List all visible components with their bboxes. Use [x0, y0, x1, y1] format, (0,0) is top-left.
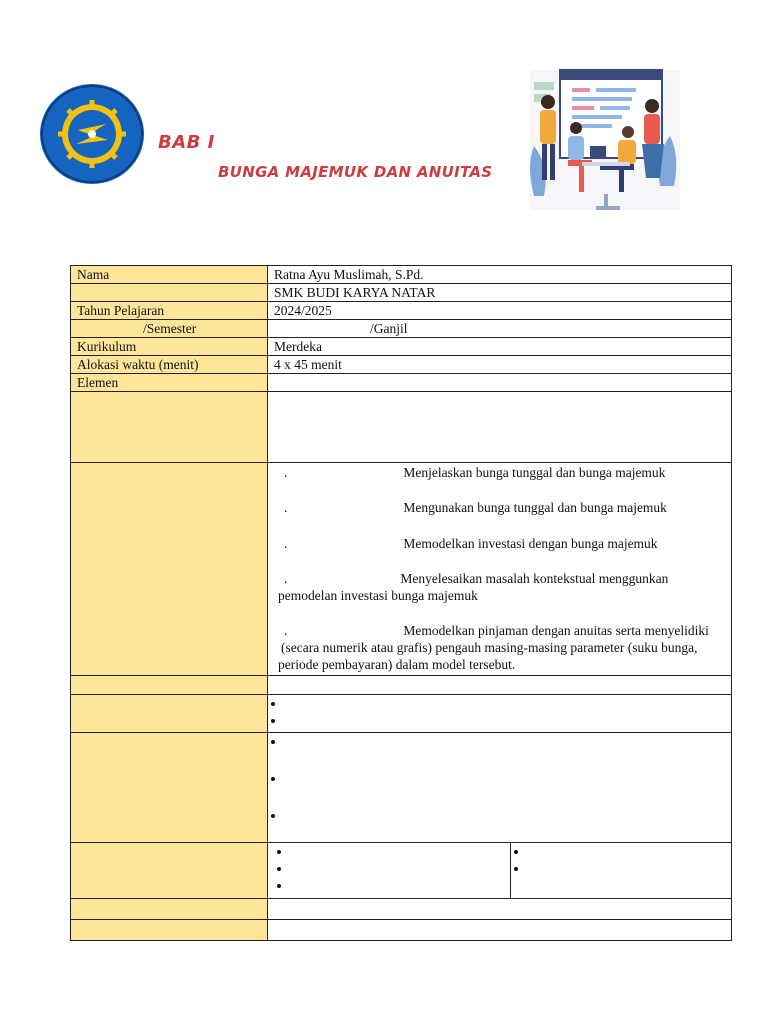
- goal-text: Mengunakan bunga tunggal dan bunga majemuk: [403, 500, 667, 515]
- table-row: [71, 843, 732, 899]
- table-row: [71, 920, 732, 941]
- goal-item: . Menjelaskan bunga tunggal dan bunga majemuk: [284, 465, 666, 480]
- empty-value: [268, 392, 732, 463]
- bullet-list: [274, 695, 725, 729]
- table-row: [71, 320, 732, 338]
- alokasi-label: Alokasi waktu (menit): [71, 356, 268, 374]
- blank-value: [268, 676, 732, 695]
- table-row: [71, 302, 732, 320]
- bullets-cell-2: [268, 733, 732, 843]
- tahun-value: 2024/2025: [268, 302, 732, 320]
- goal-item: . Memodelkan investasi dengan bunga majemuk: [284, 536, 658, 551]
- bullet-list: [280, 843, 510, 894]
- school-label: [71, 284, 268, 302]
- table-row: [71, 733, 732, 843]
- goal-item: . Mengunakan bunga tunggal dan bunga majemuk: [284, 500, 667, 515]
- semester-value-cell: [268, 320, 732, 338]
- semester-value: /Ganjil: [370, 321, 408, 336]
- blank-label: [71, 920, 268, 941]
- goal-text-cont: pemodelan investasi bunga majemuk: [278, 588, 478, 603]
- bullets-label-2: [71, 733, 268, 843]
- bullets-cell-1: [268, 695, 732, 733]
- list-item: [292, 877, 510, 894]
- teamwork-illustration: [520, 66, 692, 216]
- goal-text: Menyelesaikan masalah kontekstual menggunkan: [400, 571, 669, 586]
- table-row: [71, 676, 732, 695]
- list-item: [286, 712, 725, 729]
- list-item: [292, 860, 510, 877]
- list-item: [292, 843, 510, 860]
- bullet-list: [517, 843, 731, 877]
- table-row: [71, 338, 732, 356]
- split-right: [511, 843, 732, 898]
- goals-label: [71, 463, 268, 676]
- school-logo: [38, 82, 146, 186]
- alokasi-value: 4 x 45 menit: [268, 356, 732, 374]
- list-item: [286, 807, 725, 824]
- goal-item: . Menyelesaikan masalah kontekstual menggunkan pemodelan investasi bunga majemuk: [274, 570, 725, 622]
- chapter-title: BUNGA MAJEMUK DAN ANUITAS: [218, 163, 493, 181]
- blank-label: [71, 899, 268, 920]
- bullets-label-3: [71, 843, 268, 899]
- kurikulum-value: Merdeka: [268, 338, 732, 356]
- kurikulum-label: Kurikulum: [71, 338, 268, 356]
- goal-text: Menjelaskan bunga tunggal dan bunga majemuk: [403, 465, 666, 480]
- elemen-label: Elemen: [71, 374, 268, 392]
- table-row: [71, 356, 732, 374]
- table-row: [71, 266, 732, 284]
- blank-label: [71, 676, 268, 695]
- table-row: [71, 695, 732, 733]
- table-row: [71, 392, 732, 463]
- goal-text-cont: periode pembayaran) dalam model tersebut.: [278, 657, 516, 672]
- goal-text-cont: (secara numerik atau grafis) pengauh masing-masing parameter (suku bunga,: [281, 640, 698, 655]
- list-item: [286, 695, 725, 712]
- lesson-info-table: [70, 265, 732, 941]
- empty-label: [71, 392, 268, 463]
- blank-value: [268, 920, 732, 941]
- split-cell: [268, 843, 731, 898]
- goal-text: Memodelkan investasi dengan bunga majemuk: [403, 536, 658, 551]
- school-value: SMK BUDI KARYA NATAR: [268, 284, 732, 302]
- table-row: [71, 463, 732, 676]
- nama-label: Nama: [71, 266, 268, 284]
- list-item: [529, 860, 731, 877]
- goal-text: Memodelkan pinjaman dengan anuitas serta menyelidiki: [403, 623, 709, 638]
- blank-value: [268, 899, 732, 920]
- bullets-cell-3: [268, 843, 732, 899]
- bullet-list: [274, 733, 725, 824]
- goals-cell: [268, 463, 732, 676]
- semester-label-cell: [71, 320, 268, 338]
- semester-label: /Semester: [143, 321, 197, 336]
- list-item: [286, 770, 725, 807]
- split-left: [268, 843, 511, 898]
- table-row: [71, 899, 732, 920]
- bullets-label-1: [71, 695, 268, 733]
- table-row: [71, 374, 732, 392]
- chapter-number: BAB I: [158, 132, 215, 153]
- list-item: [529, 843, 731, 860]
- goal-item: . Memodelkan pinjaman dengan anuitas serta menyelidiki (secara numerik atau grafis) pengauh masing-masing parameter (suku bunga, periode pembayaran) dalam model tersebut.: [274, 622, 725, 673]
- table-row: [71, 284, 732, 302]
- elemen-value: [268, 374, 732, 392]
- nama-value: Ratna Ayu Muslimah, S.Pd.: [268, 266, 732, 284]
- tahun-label: Tahun Pelajaran: [71, 302, 268, 320]
- list-item: [286, 733, 725, 770]
